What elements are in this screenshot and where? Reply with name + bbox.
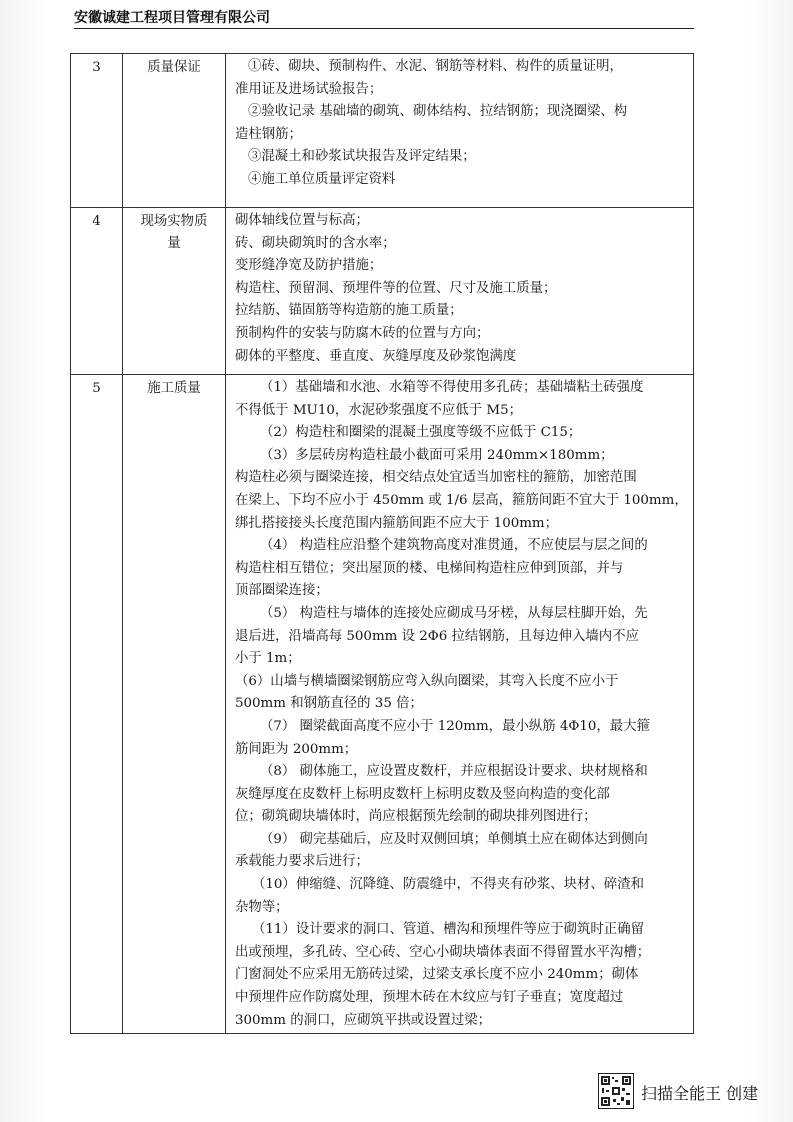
content-line: （4） 构造柱应沿整个建筑物高度对准贯通，不应使层与层之间的 [260,538,648,554]
content-line: 在梁上、下均不应小于 450mm 或 1/6 层高，箍筋间距不宜大于 100mm， [235,492,688,508]
content-line: （8） 砌体施工，应设置皮数杆，并应根据设计要求、块材规格和 [260,764,648,780]
content-line: 砌体轴线位置与标高； [235,213,369,228]
content-line: 位；砌筑砌块墙体时，尚应根据预先绘制的砌块排列图进行； [235,809,597,825]
row-title: 质量保证 [123,54,226,208]
row-number: 4 [71,208,123,375]
content-line: 绑扎搭接接头长度范围内箍筋间距不应大于 100mm； [235,515,559,531]
content-line: （10）伸缩缝、沉降缝、防震缝中，不得夹有砂浆、块材、碎渣和 [252,877,644,893]
content-line: ②验收记录 基础墙的砌筑、砌体结构、拉结钢筋；现浇圈梁、构 [248,104,628,120]
content-line: （2）构造柱和圈梁的混凝土强度等级不应低于 C15； [260,425,582,441]
page-header [74,4,694,29]
qr-code-icon [598,1073,634,1109]
content-line: 变形缝净宽及防护措施； [235,258,383,274]
content-line: 灰缝厚度在皮数杆上标明皮数杆上标明皮数及竖向构造的变化部 [235,786,610,802]
row-title: 施工质量 [123,375,226,1034]
content-line: 拉结筋、锚固筋等构造筋的施工质量； [235,303,463,319]
table-row [71,208,694,375]
content-line: ④施工单位质量评定资料 [248,171,396,187]
scanner-watermark: 扫描全能王 创建 [641,1084,759,1103]
content-line: 出或预埋，多孔砖、空心砖、空心小砌块墙体表面不得留置水平沟槽； [235,944,651,960]
content-line: ①砖、砌块、预制构件、水泥、钢筋等材料、构件的质量证明， [248,59,623,74]
content-line: 门窗洞处不应采用无筋砖过梁，过梁支承长度不应小 240mm；砌体 [235,967,639,983]
company-name: 安徽诚建工程项目管理有限公司 [74,10,270,26]
quality-table [70,53,694,1034]
content-line: （6）山墙与横墙圈梁钢筋应弯入纵向圈梁，其弯入长度不应小于 [235,673,619,689]
row-number: 3 [71,54,123,208]
content-line: 300mm 的洞口，应砌筑平拱或设置过梁； [235,1012,492,1028]
content-line: （9） 砌完基础后，应及时双侧回填；单侧填土应在砌体达到侧向 [260,831,648,847]
content-line: 预制构件的安装与防腐木砖的位置与方向； [235,325,490,341]
content-line: 小于 1m； [235,651,301,667]
row-title: 现场实物质量 [123,208,226,375]
row-content [226,54,694,208]
content-line: 砌体的平整度、垂直度、灰缝厚度及砂浆饱满度 [235,348,517,364]
row-number: 5 [71,375,123,1034]
table-row [71,375,694,1034]
content-line: 构造柱必须与圈梁连接，相交结点处宜适当加密柱的箍筋，加密范围 [235,470,637,486]
content-line: 砖、砌块砌筑时的含水率； [235,235,396,251]
content-line: （7） 圈梁截面高度不应小于 120mm，最小纵筋 4Φ10，最大箍 [260,718,650,734]
content-line: 构造柱、预留洞、预埋件等的位置、尺寸及施工质量； [235,280,557,296]
content-line: 不得低于 MU10，水泥砂浆强度不应低于 M5； [235,402,523,418]
table-row [71,54,694,208]
content-line: 退后进，沿墙高每 500mm 设 2Φ6 拉结钢筋，且每边伸入墙内不应 [235,628,639,644]
content-line: 造柱钢筋； [235,126,302,142]
content-line: 顶部圈梁连接； [235,583,329,599]
content-line: （3）多层砖房构造柱最小截面可采用 240mm×180mm； [260,447,614,463]
content-line: 承载能力要求后进行； [235,854,369,870]
content-line: 杂物等； [235,899,289,915]
content-line: ③混凝土和砂浆试块报告及评定结果； [248,149,476,165]
content-line: 准用证及进场试验报告； [235,81,383,97]
content-line: （11）设计要求的洞口、管道、槽沟和预埋件等应于砌筑时正确留 [252,922,644,938]
content-line: 500mm 和钢筋直径的 35 倍； [235,696,423,712]
row-content [226,208,694,375]
content-line: （5） 构造柱与墙体的连接处应砌成马牙槎，从每层柱脚开始，先 [260,605,648,621]
row-content [226,375,694,1034]
content-line: （1）基础墙和水池、水箱等不得使用多孔砖；基础墙粘土砖强度 [260,380,644,395]
content-line: 中预埋件应作防腐处理，预埋木砖在木纹应与钉子垂直；宽度超过 [235,990,624,1006]
content-line: 构造柱相互错位；突出屋顶的楼、电梯间构造柱应伸到顶部，并与 [235,560,624,576]
content-line: 筋间距为 200mm； [235,741,358,757]
